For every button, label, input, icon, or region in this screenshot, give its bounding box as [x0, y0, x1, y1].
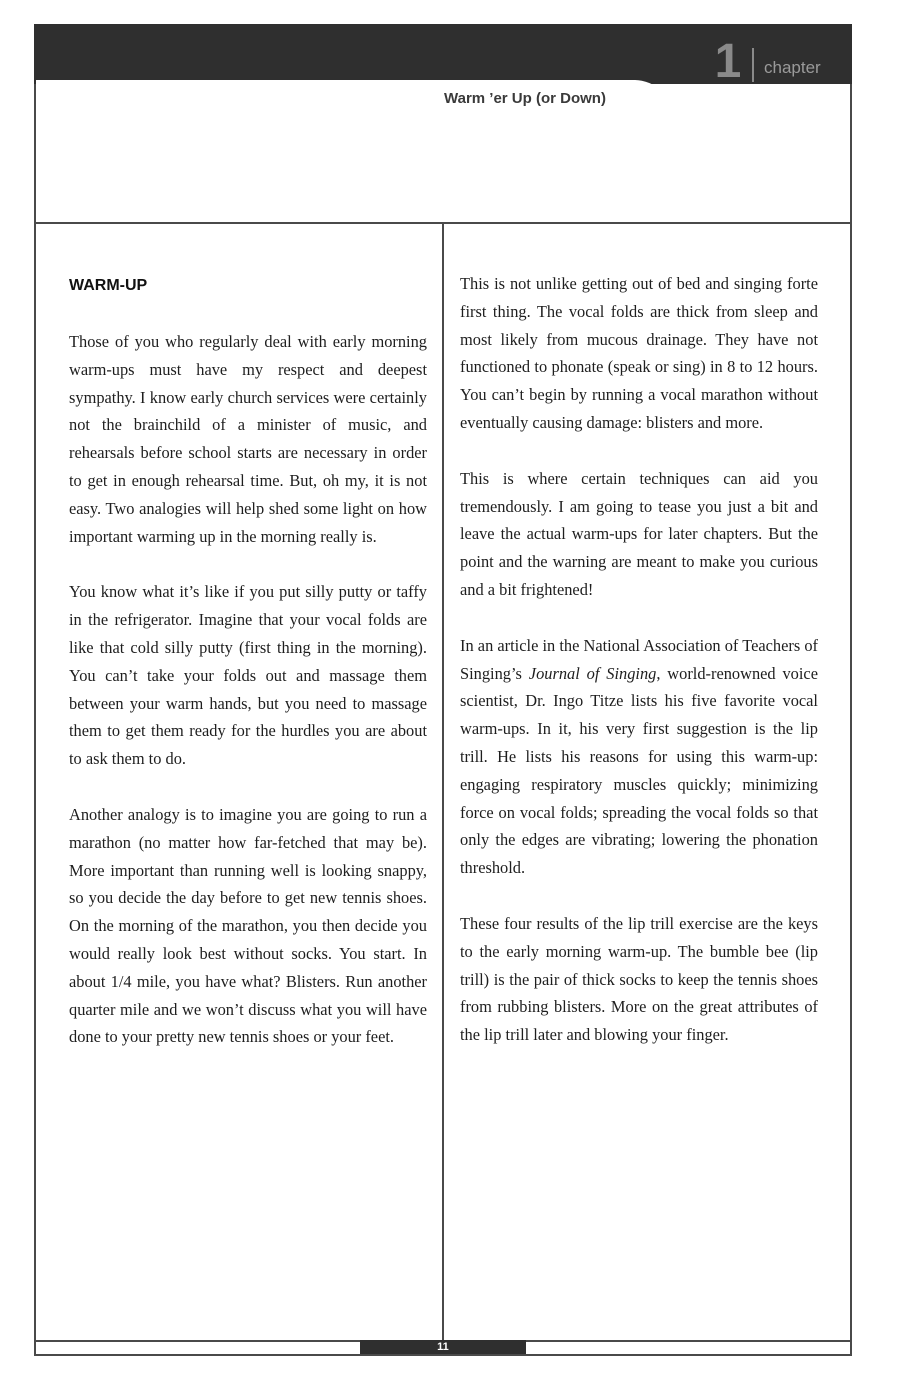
- journal-title: Journal of Singing: [528, 663, 657, 683]
- section-heading: WARM-UP: [69, 277, 148, 294]
- running-title: Warm ’er Up (or Down): [444, 90, 606, 107]
- page-number: 11: [360, 1340, 526, 1354]
- right-column: [460, 270, 818, 1077]
- paragraph-text: , world-renowned voice scientist, Dr. Ingo Titze lists his five favorite vocal warm-ups. In it, his very first suggestion is the lip trill. He lists his reasons for using this warm-up: engaging respiratory muscles quickly; minimizing force on vocal folds; spreading the vocal folds so that only the edges are vibrating; lowering the phonation threshold.: [460, 663, 818, 878]
- paragraph: This is not unlike getting out of bed and singing forte first thing. The vocal folds are thick from sleep and most likely from mucous drainage. They have not functioned to phonate (speak or sing) in 8 to 12 hours. You can’t begin by running a vocal marathon without eventually causing damage: blisters and more.: [460, 274, 818, 432]
- paragraph: [460, 632, 818, 882]
- chapter-number: 1: [714, 35, 742, 88]
- left-column: [69, 272, 427, 1079]
- paragraph: These four results of the lip trill exercise are the keys to the early morning warm-up. The bumble bee (lip trill) is the pair of thick socks to keep the tennis shoes from rubbing blisters. More on the great attributes of the lip trill later and blowing your finger.: [460, 913, 818, 1045]
- chapter-label: chapter: [764, 58, 821, 77]
- chapter-divider: [752, 48, 754, 82]
- column-divider: [442, 224, 444, 1342]
- paragraph: Another analogy is to imagine you are going to run a marathon (no matter how far-fetched that may be). More important than running well is looking snappy, so you decide the day before to get new tennis shoes. On the morning of the marathon, you then decide you would really look best without socks. You start. In about 1/4 mile, you have what? Blisters. Run another quarter mile and we won’t discuss what you will have done to your pretty new tennis shoes or your feet.: [69, 804, 427, 1047]
- paragraph: Those of you who regularly deal with early morning warm-ups must have my respect and deepest sympathy. I know early church services were certainly not the brainchild of a minister of music, and rehearsals before school starts are necessary in order to get in enough rehearsal time. But, oh my, it is not easy. Two analogies will help shed some light on how important warming up in the morning really is.: [69, 332, 427, 546]
- paragraph: You know what it’s like if you put silly putty or taffy in the refrigerator. Imagine that your vocal folds are like that cold silly putty (first thing in the morning). You can’t take your folds out and massage them between your warm hands, but you need to massage them to get them ready for the hurdles you are about to ask them to do.: [69, 582, 427, 769]
- paragraph-text: In an article in the National Association of Teachers of Singing’s: [460, 635, 818, 683]
- paragraph: This is where certain techniques can aid you tremendously. I am going to tease you just a bit and leave the actual warm-ups for later chapters. But the point and the warning are meant to make you curious and a bit frightened!: [460, 468, 818, 599]
